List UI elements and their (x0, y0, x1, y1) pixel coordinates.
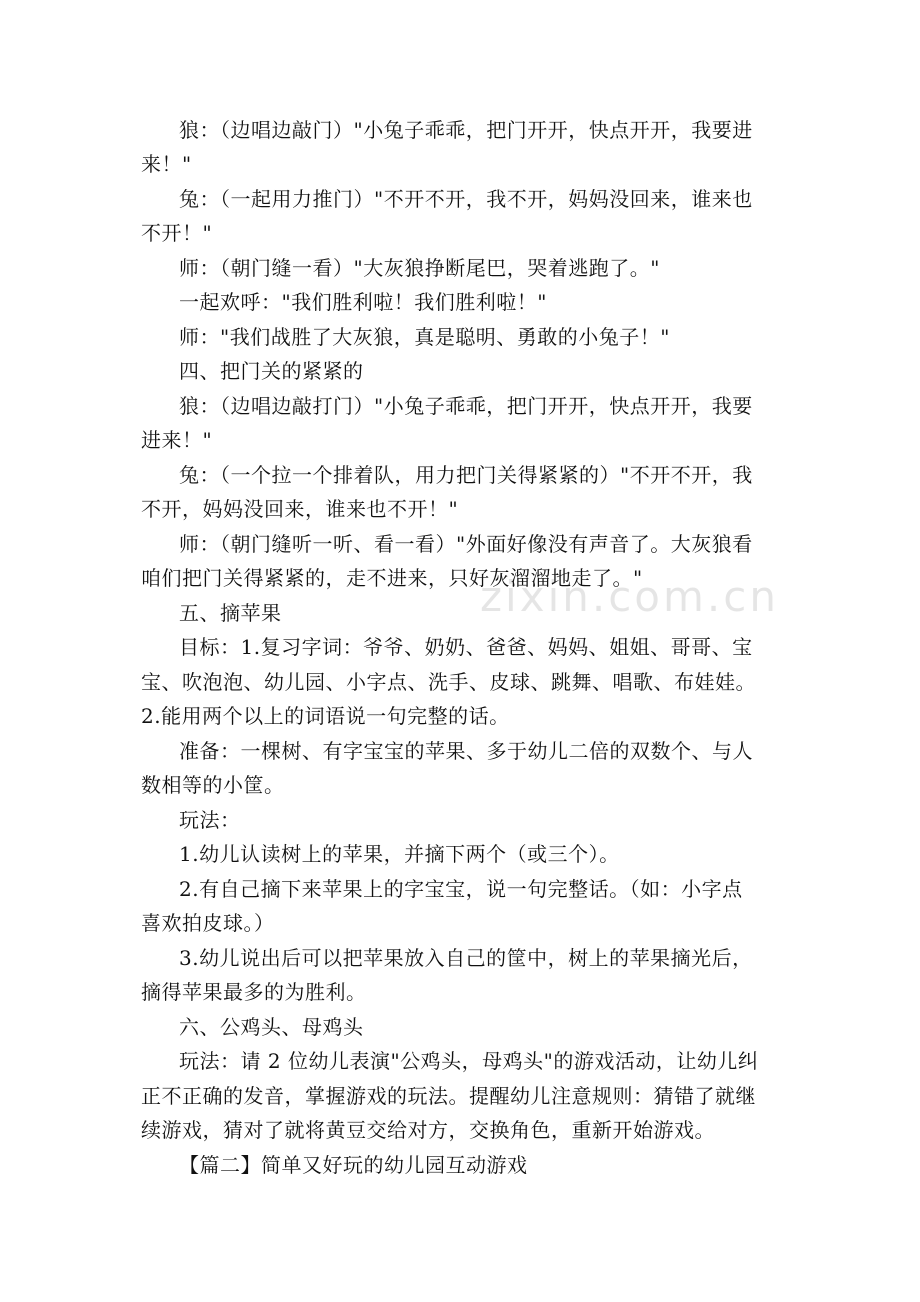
section-heading: 五、摘苹果 (179, 601, 282, 625)
text-line: 2.有自己摘下来苹果上的字宝宝，说一句完整话。（如：小字点 (179, 877, 743, 901)
text-line: 不开！" (141, 221, 213, 245)
text-line: 来！" (141, 152, 192, 176)
text-line: 狼：（边唱边敲门）"小兔子乖乖，把门开开，快点开开，我要进 (179, 118, 753, 142)
watermark: zixin.com.cn (480, 572, 779, 621)
text-line: 兔：（一起用力推门）"不开不开，我不开，妈妈没回来，谁来也 (179, 187, 753, 211)
text-line: 兔：（一个拉一个排着队，用力把门关得紧紧的）"不开不开，我 (179, 463, 753, 487)
text-line: 目标：1.复习字词：爷爷、奶奶、爸爸、妈妈、姐姐、哥哥、宝 (179, 635, 753, 659)
section-heading: 四、把门关的紧紧的 (179, 359, 364, 383)
text-line: 玩法： (179, 808, 241, 832)
text-line: 1.幼儿认读树上的苹果，并摘下两个（或三个）。 (179, 842, 620, 866)
text-line: 准备：一棵树、有字宝宝的苹果、多于幼儿二倍的双数个、与人 (179, 739, 753, 763)
text-line: 2.能用两个以上的词语说一句完整的话。 (141, 704, 510, 728)
text-line: 咱们把门关得紧紧的，走不进来，只好灰溜溜地走了。" (141, 566, 643, 590)
text-line: 师："我们战胜了大灰狼，真是聪明、勇敢的小兔子！" (179, 325, 670, 349)
text-line: 狼：（边唱边敲打门）"小兔子乖乖，把门开开，快点开开，我要 (179, 394, 753, 418)
text-line: 玩法：请 2 位幼儿表演"公鸡头，母鸡头"的游戏活动，让幼儿纠 (179, 1049, 759, 1073)
text-line: 摘得苹果最多的为胜利。 (141, 980, 367, 1004)
text-line: 师：（朝门缝一看）"大灰狼挣断尾巴，哭着逃跑了。" (179, 256, 660, 280)
text-line: 续游戏，猜对了就将黄豆交给对方，交换角色，重新开始游戏。 (141, 1118, 715, 1142)
text-line: 进来！" (141, 428, 213, 452)
section-title: 【篇二】简单又好玩的幼儿园互动游戏 (179, 1153, 528, 1177)
text-line: 喜欢拍皮球。） (141, 911, 275, 935)
text-line: 正不正确的发音，掌握游戏的玩法。提醒幼儿注意规则：猜错了就继 (141, 1084, 756, 1108)
text-line: 宝、吹泡泡、幼儿园、小字点、洗手、皮球、跳舞、唱歌、布娃娃。 (141, 670, 756, 694)
text-line: 3.幼儿说出后可以把苹果放入自己的筐中，树上的苹果摘光后， (179, 946, 753, 970)
text-line: 不开，妈妈没回来，谁来也不开！" (141, 497, 459, 521)
text-line: 师：（朝门缝听一听、看一看）"外面好像没有声音了。大灰狼看 (179, 532, 753, 556)
text-line: 数相等的小筐。 (141, 773, 285, 797)
section-heading: 六、公鸡头、母鸡头 (179, 1015, 364, 1039)
text-line: 一起欢呼："我们胜利啦！我们胜利啦！" (179, 290, 547, 314)
